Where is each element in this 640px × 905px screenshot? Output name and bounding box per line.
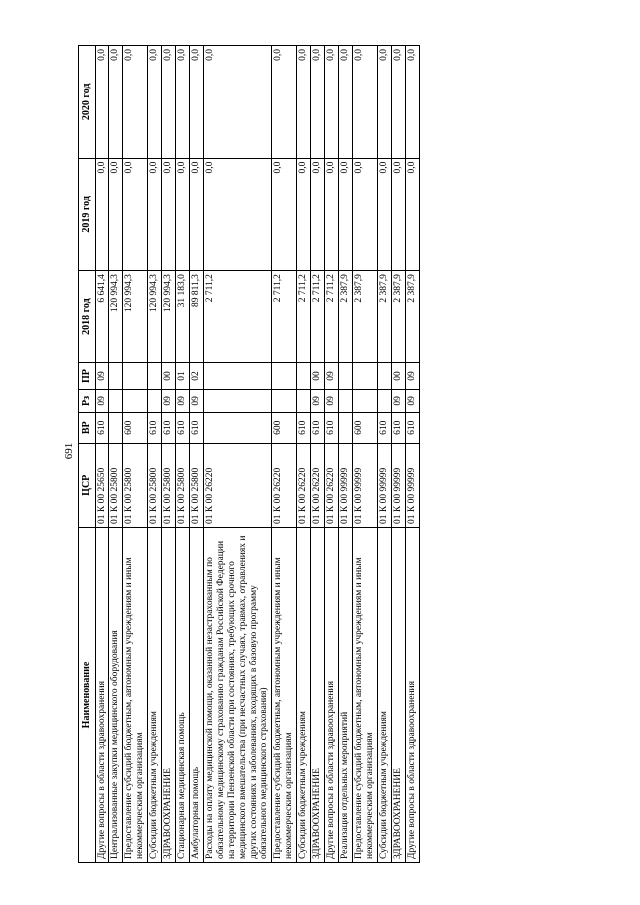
cell-2020: 0,0 [311,46,325,159]
cell-2018: 120 994,3 [162,271,176,363]
cell-2020: 0,0 [176,46,190,159]
table-row [189,46,203,863]
cell-name: ЗДРАВООХРАНЕНИЕ [391,527,405,862]
table-row [352,46,377,863]
cell-vr: 610 [176,412,190,443]
table-row [176,46,190,863]
cell-2018: 89 811,3 [189,271,203,363]
header-row [79,46,96,863]
cell-2019: 0,0 [272,158,297,271]
cell-vr: 600 [272,412,297,443]
cell-rz: 09 [311,389,325,412]
cell-rz [272,389,297,412]
cell-pr [109,363,123,390]
cell-vr: 610 [377,412,391,443]
table-row [325,46,339,863]
table-row [203,46,272,863]
cell-pr: 01 [176,363,190,390]
cell-2019: 0,0 [162,158,176,271]
cell-name: Реализация отдельных мероприятий [339,527,353,862]
cell-vr [109,412,123,443]
cell-2019: 0,0 [339,158,353,271]
cell-vr: 610 [148,412,162,443]
cell-2020: 0,0 [325,46,339,159]
cell-2020: 0,0 [148,46,162,159]
cell-2020: 0,0 [405,46,419,159]
cell-name: Стационарная медицинская помощь [176,527,190,862]
cell-2018: 120 994,3 [109,271,123,363]
cell-csr: 01 К 00 25650 [95,443,109,527]
cell-rz: 09 [405,389,419,412]
cell-2020: 0,0 [339,46,353,159]
table-row [148,46,162,863]
cell-csr: 01 К 00 99999 [377,443,391,527]
cell-rz: 09 [189,389,203,412]
cell-2018: 120 994,3 [123,271,148,363]
header-name: Наименование [79,527,96,862]
header-pr: ПР [79,363,96,390]
cell-csr: 01 К 00 26220 [203,443,272,527]
table-row [391,46,405,863]
cell-csr: 01 К 00 99999 [352,443,377,527]
cell-2020: 0,0 [109,46,123,159]
cell-rz [297,389,311,412]
cell-csr: 01 К 00 25800 [176,443,190,527]
table-row [123,46,148,863]
cell-vr: 600 [123,412,148,443]
rotated-table-container [78,45,498,863]
cell-pr [203,363,272,390]
cell-name: ЗДРАВООХРАНЕНИЕ [311,527,325,862]
table-row [109,46,123,863]
cell-2020: 0,0 [123,46,148,159]
cell-2019: 0,0 [95,158,109,271]
cell-2019: 0,0 [123,158,148,271]
cell-rz [123,389,148,412]
cell-rz: 09 [325,389,339,412]
header-2019: 2019 год [79,158,96,271]
cell-pr: 09 [405,363,419,390]
cell-2018: 2 387,9 [377,271,391,363]
cell-2019: 0,0 [325,158,339,271]
cell-name: Другие вопросы в области здравоохранения [325,527,339,862]
table-row [162,46,176,863]
cell-csr: 01 К 00 25800 [148,443,162,527]
cell-pr: 09 [95,363,109,390]
cell-2018: 31 183,0 [176,271,190,363]
cell-pr [377,363,391,390]
cell-2020: 0,0 [162,46,176,159]
cell-csr: 01 К 00 26220 [272,443,297,527]
table-row [339,46,353,863]
cell-pr [272,363,297,390]
cell-rz [339,389,353,412]
cell-vr: 610 [405,412,419,443]
cell-2018: 2 387,9 [405,271,419,363]
header-2020: 2020 год [79,46,96,159]
cell-vr: 610 [95,412,109,443]
cell-rz [377,389,391,412]
cell-name: Субсидии бюджетным учреждениям [148,527,162,862]
cell-2018: 2 711,2 [311,271,325,363]
page-number: 691 [63,442,75,460]
cell-vr: 610 [391,412,405,443]
cell-2019: 0,0 [109,158,123,271]
cell-name: Субсидии бюджетным учреждениям [297,527,311,862]
cell-csr: 01 К 00 99999 [405,443,419,527]
cell-csr: 01 К 00 26220 [311,443,325,527]
cell-name: Расходы на оплату медицинской помощи, оказанной незастрахованным по обязательному медицинскому страхованию гражданам Российской Федерации на территории Пензенской области при состояниях, требующих срочного медицинского вмешательства (при несчастных случаях, травмах, отравлениях и других состояниях и заболеваниях, входящих в базовую программу обязательного медицинского страхования) [203,527,272,862]
cell-2020: 0,0 [272,46,297,159]
budget-table [78,45,420,863]
cell-2018: 2 711,2 [297,271,311,363]
table-row [377,46,391,863]
cell-2019: 0,0 [203,158,272,271]
table-row [272,46,297,863]
header-vr: ВР [79,412,96,443]
cell-2018: 2 711,2 [325,271,339,363]
cell-2019: 0,0 [391,158,405,271]
cell-vr: 610 [162,412,176,443]
cell-2020: 0,0 [95,46,109,159]
cell-vr: 610 [189,412,203,443]
cell-rz [148,389,162,412]
cell-2019: 0,0 [311,158,325,271]
cell-2019: 0,0 [377,158,391,271]
cell-pr: 00 [311,363,325,390]
table-row [95,46,109,863]
cell-csr: 01 К 00 25800 [123,443,148,527]
cell-vr: 610 [297,412,311,443]
cell-name: Субсидии бюджетным учреждениям [377,527,391,862]
cell-pr [123,363,148,390]
cell-2019: 0,0 [189,158,203,271]
cell-2019: 0,0 [176,158,190,271]
cell-2018: 2 711,2 [272,271,297,363]
cell-2018: 2 387,9 [352,271,377,363]
cell-2020: 0,0 [297,46,311,159]
cell-name: Централизованные закупки медицинского оборудования [109,527,123,862]
cell-csr: 01 К 00 25800 [109,443,123,527]
cell-rz [203,389,272,412]
cell-rz: 09 [391,389,405,412]
table-body [95,46,419,863]
header-csr: ЦСР [79,443,96,527]
cell-name: Другие вопросы в области здравоохранения [405,527,419,862]
cell-name: Предоставление субсидий бюджетным, автономным учреждениям и иным некоммерческим организациям [123,527,148,862]
cell-pr: 00 [162,363,176,390]
cell-2020: 0,0 [377,46,391,159]
cell-csr: 01 К 00 26220 [325,443,339,527]
cell-2019: 0,0 [297,158,311,271]
cell-vr: 610 [311,412,325,443]
cell-2018: 2 387,9 [339,271,353,363]
table-row [311,46,325,863]
cell-name: Предоставление субсидий бюджетным, автономным учреждениям и иным некоммерческим организациям [352,527,377,862]
cell-csr: 01 К 00 25800 [189,443,203,527]
cell-pr [339,363,353,390]
table-row [297,46,311,863]
cell-2018: 2 711,2 [203,271,272,363]
cell-pr: 00 [391,363,405,390]
cell-rz [109,389,123,412]
table-row [405,46,419,863]
cell-2019: 0,0 [405,158,419,271]
cell-csr: 01 К 00 99999 [339,443,353,527]
cell-name: Предоставление субсидий бюджетным, автономным учреждениям и иным некоммерческим организациям [272,527,297,862]
cell-pr [148,363,162,390]
cell-rz: 09 [162,389,176,412]
cell-csr: 01 К 00 26220 [297,443,311,527]
cell-2018: 6 641,4 [95,271,109,363]
cell-name: ЗДРАВООХРАНЕНИЕ [162,527,176,862]
cell-2020: 0,0 [391,46,405,159]
cell-vr: 600 [352,412,377,443]
cell-2019: 0,0 [148,158,162,271]
cell-rz: 09 [176,389,190,412]
cell-2018: 120 994,3 [148,271,162,363]
cell-2019: 0,0 [352,158,377,271]
cell-2020: 0,0 [352,46,377,159]
header-2018: 2018 год [79,271,96,363]
cell-vr: 610 [325,412,339,443]
cell-csr: 01 К 00 25800 [162,443,176,527]
cell-pr [297,363,311,390]
cell-pr [352,363,377,390]
cell-csr: 01 К 00 99999 [391,443,405,527]
cell-name: Другие вопросы в области здравоохранения [95,527,109,862]
cell-rz [352,389,377,412]
cell-2018: 2 387,9 [391,271,405,363]
cell-name: Амбулаторная помощь [189,527,203,862]
cell-vr [339,412,353,443]
cell-vr [203,412,272,443]
cell-2020: 0,0 [189,46,203,159]
cell-rz: 09 [95,389,109,412]
cell-pr: 09 [325,363,339,390]
cell-pr: 02 [189,363,203,390]
header-rz: Рз [79,389,96,412]
cell-2020: 0,0 [203,46,272,159]
